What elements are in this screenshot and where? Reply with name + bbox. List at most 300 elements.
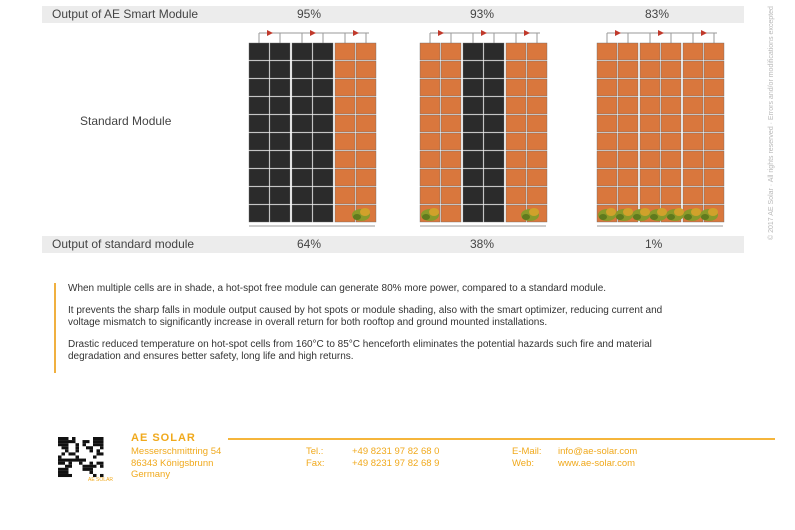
bypass-diode-icon — [310, 30, 316, 36]
solar-cell — [249, 133, 269, 150]
qr-module — [65, 440, 69, 443]
solar-cell — [527, 187, 547, 204]
solar-cell — [618, 133, 638, 150]
solar-cell — [335, 133, 355, 150]
solar-cell — [313, 205, 333, 222]
leaf-shade-icon — [615, 208, 633, 221]
solar-cell — [506, 79, 526, 96]
solar-cell — [356, 61, 376, 78]
solar-cell — [661, 79, 681, 96]
solar-cell — [683, 61, 703, 78]
solar-cell — [335, 187, 355, 204]
leaf-shape — [599, 214, 607, 220]
solar-cell — [313, 169, 333, 186]
solar-cell — [420, 133, 440, 150]
solar-cell — [270, 79, 290, 96]
solar-cell — [661, 151, 681, 168]
address-line-2: 86343 Königsbrunn — [131, 457, 214, 469]
solar-cell — [484, 43, 504, 60]
solar-cell — [249, 151, 269, 168]
qr-module — [76, 449, 80, 452]
solar-cell — [597, 97, 617, 114]
solar-cell — [249, 187, 269, 204]
solar-cell — [597, 133, 617, 150]
solar-cell — [484, 169, 504, 186]
solar-cell — [356, 133, 376, 150]
qr-module — [93, 455, 97, 458]
solar-cell — [335, 169, 355, 186]
solar-cell — [704, 115, 724, 132]
qr-module — [93, 443, 97, 446]
qr-module — [58, 471, 62, 474]
web-label: Web: — [512, 457, 535, 469]
solar-cell — [441, 61, 461, 78]
solar-cell — [313, 61, 333, 78]
qr-module — [97, 437, 101, 440]
qr-module — [83, 459, 87, 462]
solar-cell — [356, 79, 376, 96]
qr-module — [58, 468, 62, 471]
qr-module — [76, 446, 80, 449]
solar-cell — [335, 79, 355, 96]
solar-cell — [683, 133, 703, 150]
qr-module — [90, 468, 94, 471]
solar-cell — [640, 115, 660, 132]
solar-cell — [292, 43, 312, 60]
solar-cell — [640, 151, 660, 168]
solar-cell — [704, 151, 724, 168]
qr-module — [62, 443, 66, 446]
solar-cell — [292, 169, 312, 186]
solar-cell — [270, 205, 290, 222]
solar-cell — [356, 43, 376, 60]
solar-cell — [704, 133, 724, 150]
solar-cell — [661, 115, 681, 132]
solar-panel-diagram-3 — [593, 29, 727, 231]
solar-cell — [463, 133, 483, 150]
solar-cell — [704, 79, 724, 96]
solar-cell — [704, 97, 724, 114]
solar-cell — [270, 115, 290, 132]
solar-cell — [640, 97, 660, 114]
tel-value[interactable]: +49 8231 97 82 68 0 — [352, 446, 440, 457]
qr-module — [62, 437, 66, 440]
qr-module — [97, 443, 101, 446]
leaf-shape — [691, 208, 701, 216]
solar-cell — [661, 187, 681, 204]
leaf-shape — [353, 214, 361, 220]
solar-cell — [463, 79, 483, 96]
standard-output-row — [42, 236, 744, 253]
solar-cell — [618, 169, 638, 186]
qr-module — [90, 462, 94, 465]
qr-module — [83, 443, 87, 446]
solar-cell — [270, 169, 290, 186]
qr-module — [86, 446, 90, 449]
qr-module — [90, 471, 94, 474]
solar-cell — [683, 187, 703, 204]
solar-cell — [704, 43, 724, 60]
leaf-shape — [657, 208, 667, 216]
qr-module — [100, 446, 104, 449]
qr-module — [72, 440, 76, 443]
bypass-diode-icon — [658, 30, 664, 36]
solar-cell — [292, 61, 312, 78]
solar-cell — [463, 97, 483, 114]
bypass-diode-icon — [267, 30, 273, 36]
solar-cell — [420, 169, 440, 186]
solar-cell — [661, 133, 681, 150]
solar-cell — [683, 79, 703, 96]
fax-value: +49 8231 97 82 68 9 — [352, 457, 440, 469]
solar-cell — [420, 187, 440, 204]
solar-cell — [463, 61, 483, 78]
solar-cell — [420, 97, 440, 114]
bypass-diode-icon — [438, 30, 444, 36]
solar-cell — [683, 97, 703, 114]
qr-module — [69, 459, 73, 462]
phone-block — [306, 446, 439, 469]
solar-cell — [463, 115, 483, 132]
leaf-shape — [606, 208, 616, 216]
qr-module — [65, 468, 69, 471]
qr-module — [100, 440, 104, 443]
qr-module — [100, 452, 104, 455]
qr-module — [58, 455, 62, 458]
solar-cell — [335, 43, 355, 60]
solar-cell — [618, 151, 638, 168]
qr-module — [90, 449, 94, 452]
qr-module — [65, 474, 69, 477]
leaf-shape — [674, 208, 684, 216]
qr-module — [58, 440, 62, 443]
leaf-shape — [616, 214, 624, 220]
solar-cell — [618, 61, 638, 78]
paragraph-1: When multiple cells are in shade, a hot-spot free module can generate 80% more power, compared to a standard module. — [68, 283, 607, 294]
qr-module — [100, 465, 104, 468]
solar-cell — [527, 151, 547, 168]
solar-cell — [420, 61, 440, 78]
qr-module — [79, 459, 83, 462]
fax-label: Fax: — [306, 457, 325, 469]
paragraph-2: It prevents the sharp falls in module output caused by hot spots or module shading, also with the smart optimizer, reducing current and voltage mismatch to significantly increase in overall return for both rooftop and ground mounted installations. — [68, 304, 663, 328]
solar-cell — [270, 97, 290, 114]
qr-code-icon — [56, 436, 114, 483]
qr-module — [76, 455, 80, 458]
qr-module — [58, 443, 62, 446]
qr-module — [69, 452, 73, 455]
solar-cell — [597, 169, 617, 186]
solar-cell — [506, 97, 526, 114]
solar-cell — [292, 115, 312, 132]
qr-caption: AE SOLAR — [88, 477, 114, 483]
solar-cell — [356, 187, 376, 204]
solar-cell — [484, 151, 504, 168]
solar-cell — [597, 79, 617, 96]
solar-cell — [313, 79, 333, 96]
qr-module — [62, 452, 66, 455]
leaf-shape — [360, 208, 370, 216]
solar-cell — [683, 151, 703, 168]
smart-output-row — [42, 6, 744, 23]
email-label: E-Mail: — [512, 446, 542, 457]
bypass-diode-icon — [615, 30, 621, 36]
solar-panel-diagram-1 — [245, 29, 379, 231]
qr-module — [72, 452, 76, 455]
solar-cell — [249, 169, 269, 186]
qr-module — [62, 462, 66, 465]
qr-module — [83, 465, 87, 468]
qr-module — [90, 446, 94, 449]
standard-output-value-1: 64% — [297, 237, 322, 251]
solar-cell — [683, 115, 703, 132]
solar-cell — [270, 151, 290, 168]
solar-cell — [292, 205, 312, 222]
solar-cell — [313, 151, 333, 168]
solar-cell — [356, 151, 376, 168]
solar-cell — [420, 115, 440, 132]
solar-cell — [463, 205, 483, 222]
solar-cell — [683, 169, 703, 186]
solar-cell — [640, 43, 660, 60]
qr-module — [90, 465, 94, 468]
solar-cell — [292, 151, 312, 168]
description-block — [54, 283, 768, 373]
solar-cell — [506, 151, 526, 168]
solar-cell — [704, 169, 724, 186]
solar-cell — [484, 79, 504, 96]
solar-cell — [484, 205, 504, 222]
qr-module — [62, 446, 66, 449]
address-line-1: Messerschmittring 54 — [131, 446, 222, 457]
solar-panel-diagram-2 — [416, 29, 550, 231]
solar-cell — [270, 133, 290, 150]
solar-cell — [640, 79, 660, 96]
solar-cell — [420, 151, 440, 168]
solar-cell — [441, 169, 461, 186]
solar-cell — [506, 115, 526, 132]
solar-cell — [484, 187, 504, 204]
smart-output-value-2: 93% — [470, 7, 495, 21]
qr-module — [97, 440, 101, 443]
address-block — [131, 446, 221, 481]
solar-cell — [661, 97, 681, 114]
leaf-shape — [529, 208, 539, 216]
leaf-shape — [701, 214, 709, 220]
bypass-diode-icon — [353, 30, 359, 36]
solar-cell — [249, 43, 269, 60]
solar-cell — [597, 61, 617, 78]
solar-cell — [527, 169, 547, 186]
solar-cell — [618, 97, 638, 114]
solar-cell — [335, 205, 355, 222]
solar-cell — [356, 169, 376, 186]
qr-module — [58, 474, 62, 477]
solar-cell — [463, 187, 483, 204]
solar-cell — [441, 43, 461, 60]
qr-module — [58, 437, 62, 440]
solar-cell — [527, 79, 547, 96]
solar-cell — [292, 133, 312, 150]
solar-cell — [527, 97, 547, 114]
solar-cell — [618, 187, 638, 204]
qr-module — [65, 459, 69, 462]
solar-cell — [441, 205, 461, 222]
solar-cell — [506, 169, 526, 186]
solar-cell — [597, 187, 617, 204]
qr-module — [100, 443, 104, 446]
solar-cell — [313, 187, 333, 204]
solar-cell — [704, 61, 724, 78]
solar-cell — [640, 133, 660, 150]
bypass-diode-icon — [481, 30, 487, 36]
solar-cell — [270, 61, 290, 78]
solar-cell — [441, 115, 461, 132]
solar-cell — [249, 115, 269, 132]
qr-module — [93, 440, 97, 443]
solar-cell — [441, 187, 461, 204]
leaf-shape — [522, 214, 530, 220]
qr-module — [86, 440, 90, 443]
solar-cell — [335, 97, 355, 114]
smart-output-value-1: 95% — [297, 7, 322, 21]
qr-module — [93, 437, 97, 440]
solar-cell — [249, 79, 269, 96]
solar-cell — [597, 43, 617, 60]
solar-cell — [484, 97, 504, 114]
qr-module — [69, 465, 73, 468]
bypass-diode-icon — [524, 30, 530, 36]
contact-block — [512, 446, 637, 469]
solar-cell — [506, 43, 526, 60]
qr-module — [65, 437, 69, 440]
qr-module — [83, 468, 87, 471]
leaf-shape — [623, 208, 633, 216]
web-link[interactable]: www.ae-solar.com — [558, 457, 636, 469]
qr-module — [65, 443, 69, 446]
solar-cell — [441, 151, 461, 168]
solar-cell — [618, 115, 638, 132]
solar-cell — [618, 79, 638, 96]
solar-cell — [506, 187, 526, 204]
email-link[interactable]: info@ae-solar.com — [558, 446, 638, 457]
solar-cell — [292, 97, 312, 114]
solar-cell — [249, 61, 269, 78]
qr-module — [72, 437, 76, 440]
qr-module — [65, 446, 69, 449]
leaf-shape — [708, 208, 718, 216]
solar-cell — [313, 97, 333, 114]
qr-module — [62, 459, 66, 462]
solar-cell — [335, 115, 355, 132]
qr-module — [97, 449, 101, 452]
qr-module — [62, 440, 66, 443]
solar-cell — [527, 115, 547, 132]
leaf-shape — [667, 214, 675, 220]
qr-module — [97, 452, 101, 455]
solar-cell — [441, 133, 461, 150]
solar-cell — [335, 151, 355, 168]
qr-module — [69, 440, 73, 443]
solar-cell — [292, 79, 312, 96]
solar-cell — [270, 43, 290, 60]
leaf-shape — [684, 214, 692, 220]
qr-module — [62, 468, 66, 471]
solar-cell — [484, 61, 504, 78]
solar-cell — [335, 61, 355, 78]
qr-module — [100, 437, 104, 440]
solar-cell — [356, 115, 376, 132]
qr-module — [58, 459, 62, 462]
solar-cell — [640, 61, 660, 78]
brand-name: AE SOLAR — [131, 432, 196, 444]
solar-cell — [506, 133, 526, 150]
tel-label: Tel.: — [306, 446, 324, 457]
qr-module — [72, 459, 76, 462]
solar-cell — [527, 61, 547, 78]
qr-module — [62, 471, 66, 474]
qr-module — [83, 440, 87, 443]
standard-module-label: Standard Module — [80, 114, 172, 128]
solar-cell — [704, 187, 724, 204]
qr-module — [76, 459, 80, 462]
solar-cell — [313, 43, 333, 60]
footer-rule — [228, 438, 775, 440]
qr-module — [86, 468, 90, 471]
qr-module — [65, 449, 69, 452]
standard-output-label: Output of standard module — [52, 237, 195, 251]
solar-cell — [463, 43, 483, 60]
standard-output-value-3: 1% — [645, 237, 663, 251]
bypass-diode-icon — [701, 30, 707, 36]
solar-cell — [640, 169, 660, 186]
leaf-shape — [429, 208, 439, 216]
footer — [0, 432, 795, 492]
qr-module — [100, 462, 104, 465]
address-line-3: Germany — [131, 469, 171, 480]
solar-cell — [313, 133, 333, 150]
solar-cell — [356, 97, 376, 114]
solar-cell — [463, 169, 483, 186]
qr-module — [97, 462, 101, 465]
qr-module — [76, 443, 80, 446]
qr-module — [79, 462, 83, 465]
solar-cell — [420, 79, 440, 96]
solar-cell — [420, 43, 440, 60]
solar-cell — [506, 61, 526, 78]
leaf-shape — [422, 214, 430, 220]
qr-module — [86, 465, 90, 468]
solar-cell — [441, 79, 461, 96]
solar-cell — [640, 187, 660, 204]
qr-module — [65, 465, 69, 468]
qr-module — [93, 465, 97, 468]
copyright-note: © 2017 AE Solar · All rights reserved · Errors and/or modifications excepted — [768, 6, 775, 240]
solar-cell — [484, 133, 504, 150]
solar-cell — [484, 115, 504, 132]
solar-cell — [661, 169, 681, 186]
leaf-shape — [633, 214, 641, 220]
solar-cell — [441, 97, 461, 114]
solar-cell — [292, 187, 312, 204]
solar-cell — [270, 187, 290, 204]
solar-cell — [249, 205, 269, 222]
solar-cell — [597, 151, 617, 168]
solar-cell — [463, 151, 483, 168]
solar-cell — [249, 97, 269, 114]
solar-cell — [527, 43, 547, 60]
leaf-shape — [650, 214, 658, 220]
